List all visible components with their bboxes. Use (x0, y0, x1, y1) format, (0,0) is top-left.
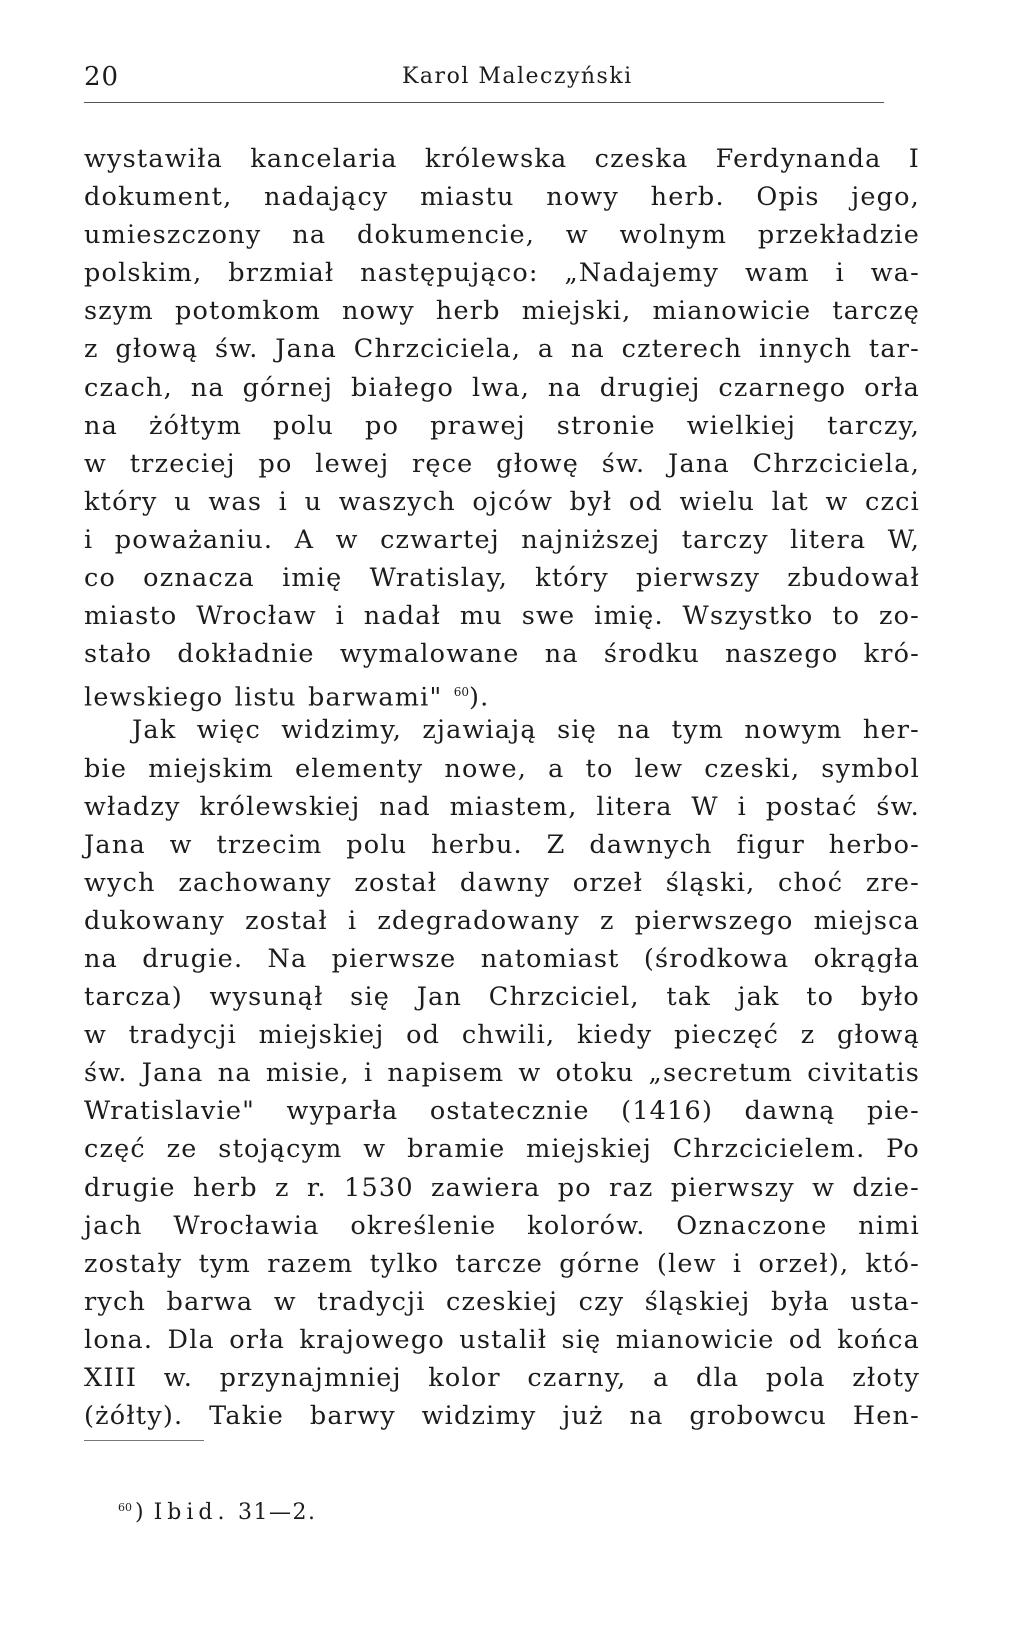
text-line: w trzeciej po lewej ręce głowę św. Jana Chrzciciela, (84, 448, 920, 479)
page-number: 20 (84, 62, 120, 92)
footnote-rule (84, 1440, 204, 1441)
text-line: który u was i u waszych ojców był od wielu lat w czci (84, 486, 920, 517)
text-line-with-footnote (84, 673, 920, 711)
text-line: Jak więc widzimy, zjawiają się na tym nowym her- (132, 715, 920, 746)
text-line: dokument, nadający miastu nowy herb. Opis jego, (84, 182, 920, 213)
footnote-mark: 60 (118, 1500, 132, 1514)
running-title: Karol Maleczyński (402, 64, 633, 89)
text-line: jach Wrocławia określenie kolorów. Oznaczone nimi (84, 1210, 920, 1241)
text-line: władzy królewskiej nad miastem, litera W i postać św. (84, 791, 920, 822)
page-header (84, 62, 920, 98)
text-line: dukowany został i zdegradowany z pierwszego miejsca (84, 905, 920, 936)
text-line: tarcza) wysunął się Jan Chrzciciel, tak jak to było (84, 982, 920, 1013)
footnote: $^{60}$ ) Ibid. 31—2. (118, 1500, 317, 1525)
text-line-end: ). (469, 682, 490, 713)
text-line: na drugie. Na pierwsze natomiast (środkowa okrągła (84, 943, 920, 974)
text-line: i poważaniu. A w czwartej najniższej tarczy litera W, (84, 524, 920, 555)
text-line: miasto Wrocław i nadał mu swe imię. Wszystko to zo- (84, 601, 920, 632)
text-line: (żółty). Takie barwy widzimy już na grobowcu Hen- (84, 1401, 920, 1432)
text-line: w tradycji miejskiej od chwili, kiedy pieczęć z głową (84, 1020, 920, 1051)
text-line: wych zachowany został dawny orzeł śląski, choć zre- (84, 867, 920, 898)
text-line: rych barwa w tradycji czeskiej czy śląskiej była usta- (84, 1286, 920, 1317)
text-line: umieszczony na dokumencie, w wolnym przekładzie (84, 220, 920, 251)
text-line: Wratislavie" wyparła ostatecznie (1416) dawną pie- (84, 1096, 920, 1127)
text-line: lewskiego listu barwami" (84, 682, 443, 713)
text-line: częć ze stojącym w bramie miejskiej Chrzcicielem. Po (84, 1134, 920, 1165)
text-line: Jana w trzecim polu herbu. Z dawnych figur herbo- (84, 829, 920, 860)
text-line: bie miejskim elementy nowe, a to lew czeski, symbol (84, 753, 920, 784)
footnote-ibid: Ibid. (153, 1500, 230, 1525)
text-line: z głową św. Jana Chrzciciela, a na czterech innych tar- (84, 334, 920, 365)
footnote-pages: 31—2. (237, 1500, 317, 1525)
text-line: św. Jana na misie, i napisem w otoku „secretum civitatis (84, 1058, 920, 1089)
text-line: co oznacza imię Wratislay, który pierwszy zbudował (84, 563, 920, 594)
text-line: zostały tym razem tylko tarcze górne (lew i orzeł), któ- (84, 1248, 920, 1279)
text-line: drugie herb z r. 1530 zawiera po raz pierwszy w dzie- (84, 1172, 920, 1203)
body-text (84, 140, 920, 1435)
text-line: stało dokładnie wymalowane na środku naszego kró- (84, 639, 920, 670)
text-line: XIII w. przynajmniej kolor czarny, a dla pola złoty (84, 1363, 920, 1393)
text-line: wystawiła kancelaria królewska czeska Ferdynanda I (84, 144, 920, 174)
text-line: szym potomkom nowy herb miejski, mianowicie tarczę (84, 296, 920, 327)
header-rule (84, 102, 884, 103)
footnote-reference: 60 (453, 685, 470, 700)
text-line: czach, na górnej białego lwa, na drugiej czarnego orła (84, 372, 920, 403)
text-line: na żółtym polu po prawej stronie wielkiej tarczy, (84, 410, 920, 441)
text-line: polskim, brzmiał następująco: „Nadajemy wam i wa- (84, 258, 920, 289)
text-line: lona. Dla orła krajowego ustalił się mianowicie od końca (84, 1324, 920, 1355)
